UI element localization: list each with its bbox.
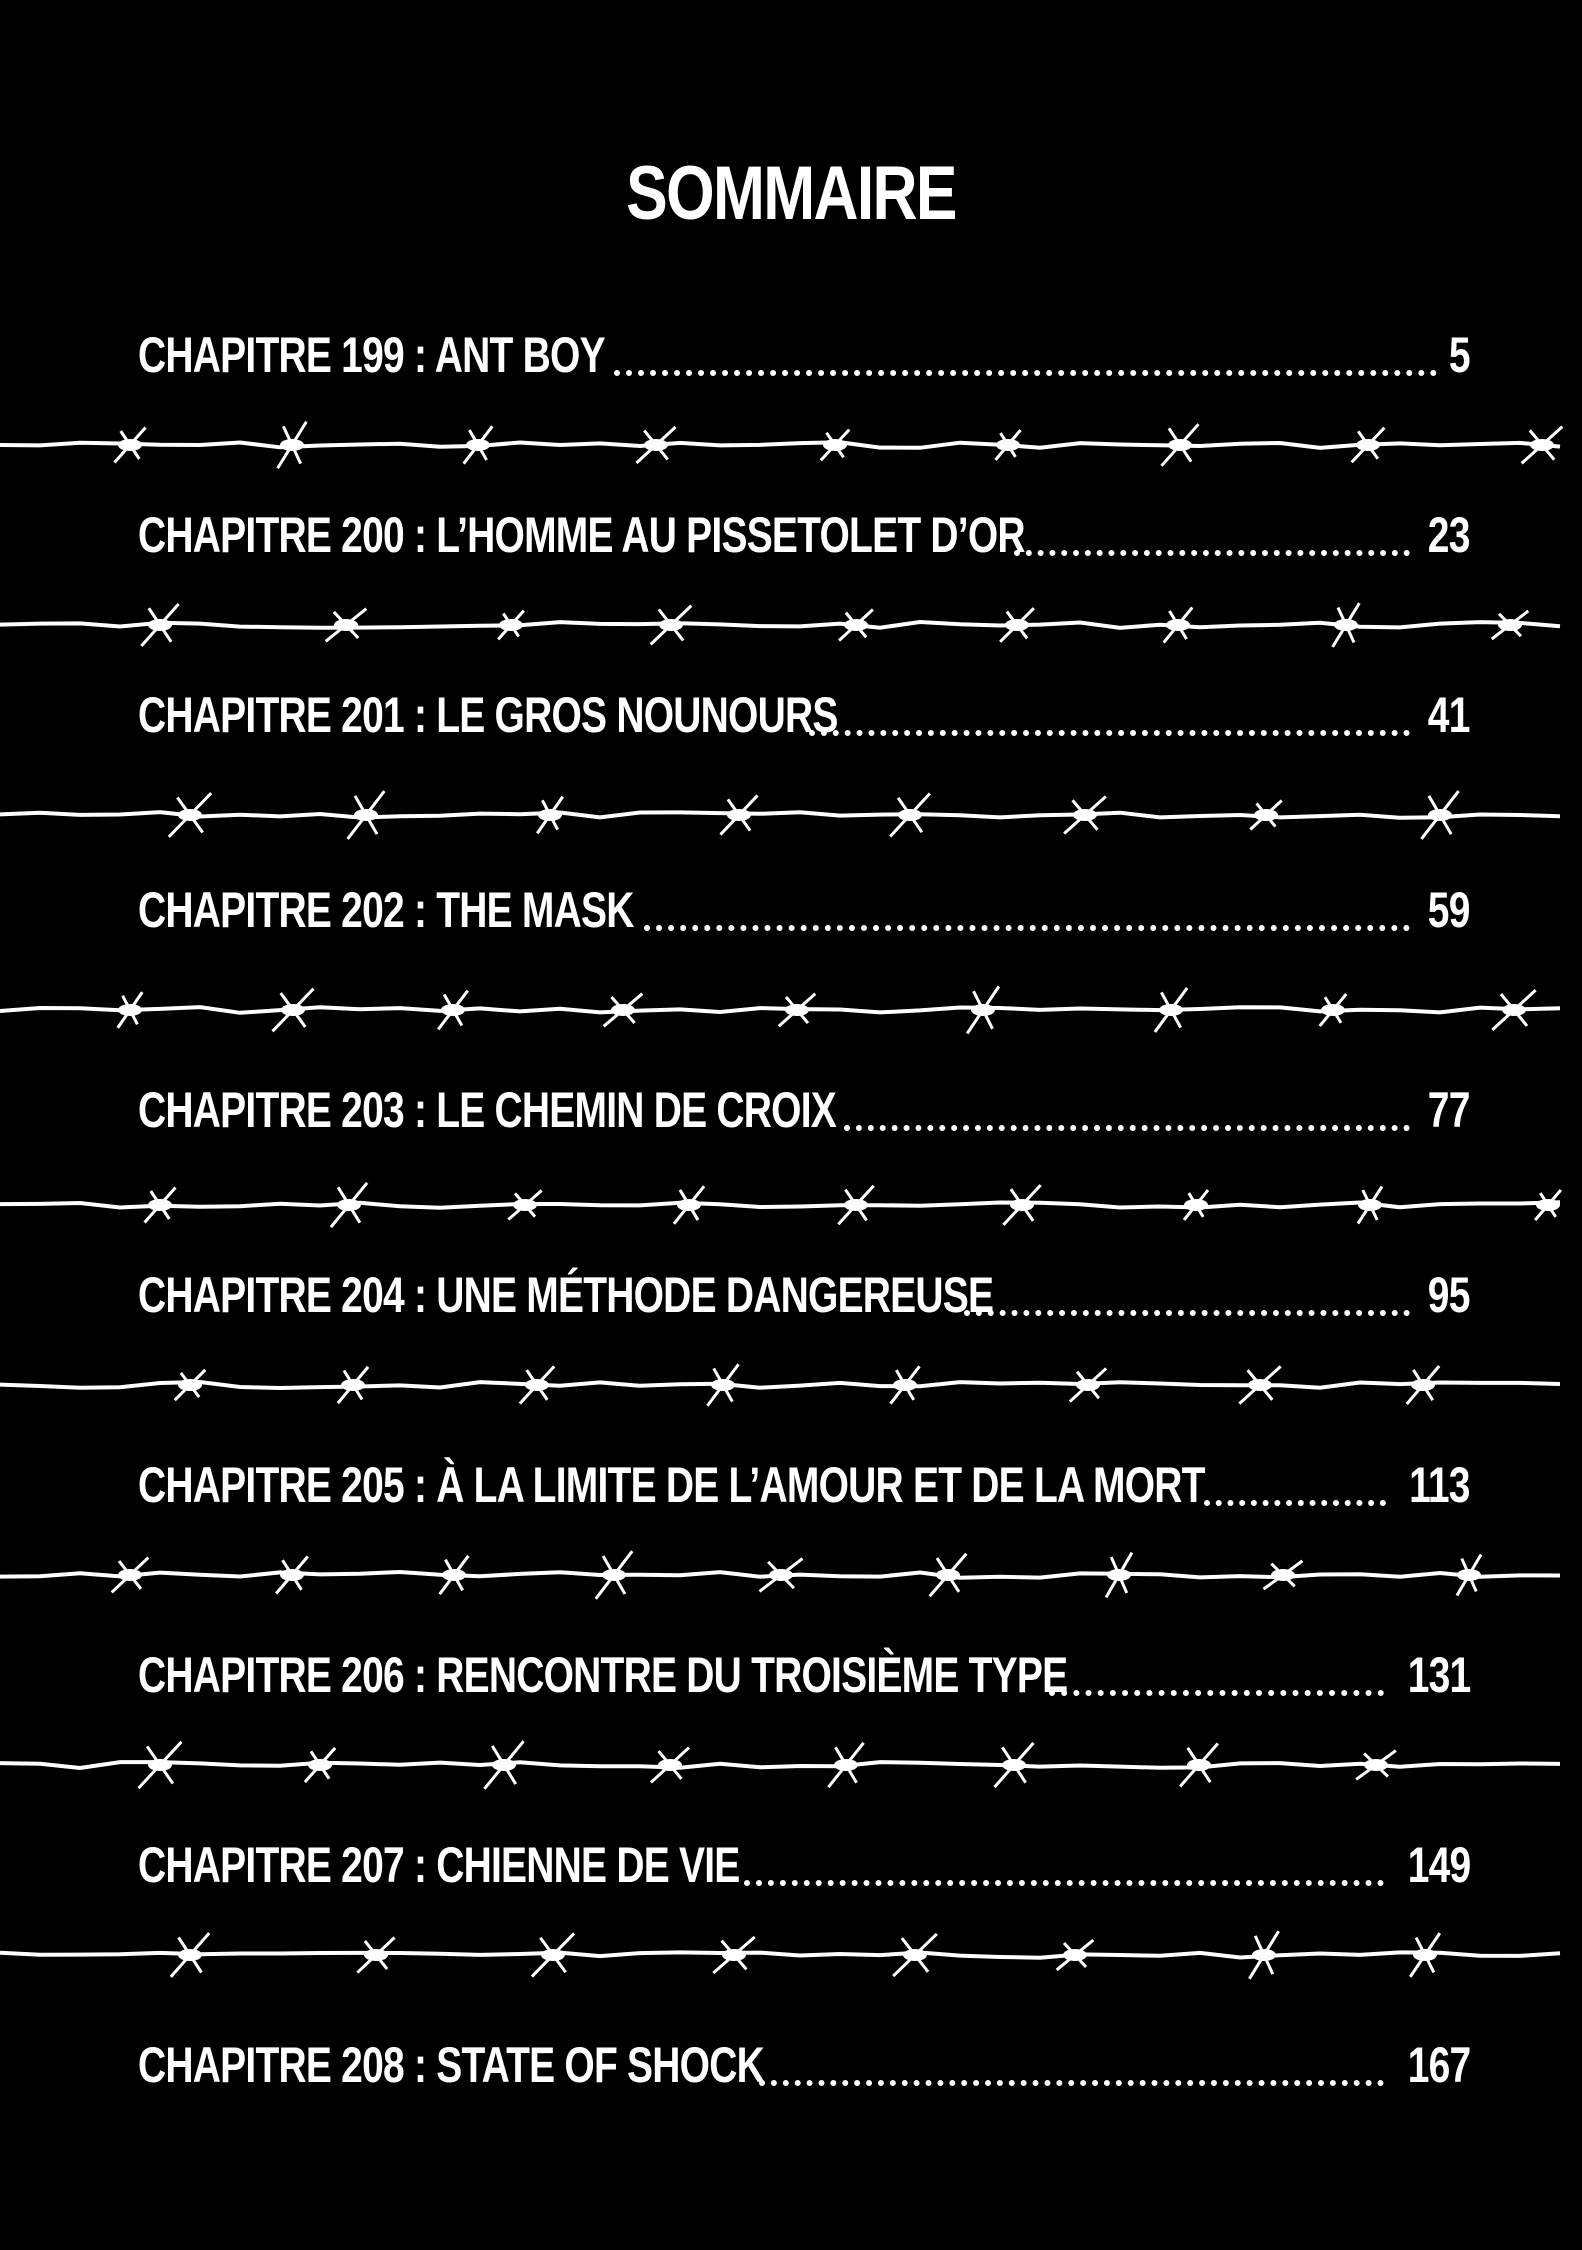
page-number: 23 [1428,507,1470,563]
wire-barb [1358,1186,1382,1223]
wire-barb [1000,608,1034,642]
page-number: 5 [1449,327,1470,383]
toc-entry [138,1260,1470,1330]
chapter-label: CHAPITRE 208 : STATE OF SHOCK [138,2037,765,2093]
toc-entry [138,1640,1470,1710]
barbed-wire-divider [0,1545,1582,1605]
wire-barb [1184,1190,1208,1220]
wire-barb [175,1370,206,1400]
page-number: 95 [1428,1267,1470,1323]
wire-barb [713,1937,754,1973]
dot-leader [759,2080,1384,2086]
barbed-wire-divider [0,415,1582,475]
wire-barb [1249,1931,1278,1979]
wire-barb [1333,603,1360,647]
wire-barb [464,426,493,463]
barbed-wire-divider [0,1735,1582,1795]
wire-barb [1250,800,1281,829]
wire-barb [278,422,307,469]
wire-barb [508,1190,541,1219]
chapter-label: CHAPITRE 199 : ANT BOY [138,327,605,383]
wire-barb [1003,1185,1040,1225]
barbed-wire-divider [0,980,1582,1040]
wire-barb [839,610,873,641]
dot-leader [809,730,1410,736]
wire-strand [0,1202,1560,1208]
page-number: 149 [1407,1837,1470,1893]
wire-barb [1457,1554,1481,1595]
toc-entry [138,1075,1470,1145]
wire-strand [0,1762,1560,1768]
dot-leader [614,370,1437,376]
wire-strand [0,812,1560,818]
toc-entry [138,500,1470,570]
chapter-label: CHAPITRE 200 : L’HOMME AU PISSETOLET D’OR [138,507,1025,563]
dot-leader [844,1125,1410,1131]
barbed-wire-divider [0,1925,1582,1985]
wire-strand [0,1952,1560,1957]
wire-strand [0,442,1560,448]
page-number: 167 [1407,2037,1470,2093]
dot-leader [644,925,1410,931]
wire-barb [1352,428,1385,462]
wire-barb [498,611,524,640]
dot-leader [1049,1690,1384,1696]
barbed-wire-divider [0,785,1582,845]
wire-barb [1320,994,1347,1026]
toc-entry [138,875,1470,945]
wire-barb [1164,607,1193,642]
wire-barb [357,1937,394,1972]
chapter-label: CHAPITRE 206 : RENCONTRE DU TROISIÈME TYPE [138,1647,1068,1703]
wire-barb [326,609,367,642]
wire-barb [440,1556,469,1594]
wire-barb [438,991,468,1030]
wire-barb [821,430,849,461]
page-number: 41 [1428,687,1470,743]
wire-barb [537,797,563,834]
page-number: 131 [1407,1647,1470,1703]
barbed-wire-divider [0,1175,1582,1235]
page-number: 59 [1428,882,1470,938]
dot-leader [1204,1500,1386,1506]
toc-entry [138,320,1470,390]
wire-barb [996,430,1021,460]
wire-barb [114,427,145,462]
toc-entry [138,1450,1470,1520]
chapter-label: CHAPITRE 201 : LE GROS NOUNOURS [138,687,838,743]
chapter-label: CHAPITRE 205 : À LA LIMITE DE L’AMOUR ET DE LA MORT [138,1457,1205,1513]
wire-barb [1155,988,1187,1032]
wire-barb [674,1186,704,1224]
page-number: 77 [1428,1082,1470,1138]
dot-leader [744,1880,1384,1886]
chapter-label: CHAPITRE 204 : UNE MÉTHODE DANGEREUSE [138,1267,994,1323]
wire-barb [338,1367,368,1403]
chapter-label: CHAPITRE 203 : LE CHEMIN DE CROIX [138,1082,837,1138]
wire-barb [1535,1190,1561,1220]
wire-barb [967,987,999,1034]
chapter-label: CHAPITRE 202 : THE MASK [138,882,634,938]
dot-leader [964,1310,1410,1316]
wire-barb [707,1364,738,1405]
wire-barb [139,1742,182,1788]
chapter-label: CHAPITRE 207 : CHIENNE DE VIE [138,1837,740,1893]
wire-barb [118,992,143,1028]
wire-barb [145,1187,176,1222]
wire-barb [276,1557,308,1594]
barbed-wire-divider [0,1355,1582,1415]
barbed-wire-divider [0,595,1582,655]
wire-barb [1407,1366,1439,1404]
toc-entry [138,680,1470,750]
wire-barb [305,1748,335,1782]
page-title: SOMMAIRE [626,151,956,236]
toc-entry [138,1830,1470,1900]
wire-barb [1106,1553,1132,1598]
wire-strand [0,1382,1560,1388]
wire-strand [0,622,1560,628]
wire-barb [890,1366,919,1403]
dot-leader [1014,550,1410,556]
wire-barb [1410,1933,1440,1977]
toc-entry [138,2030,1470,2100]
page-number: 113 [1409,1457,1470,1513]
